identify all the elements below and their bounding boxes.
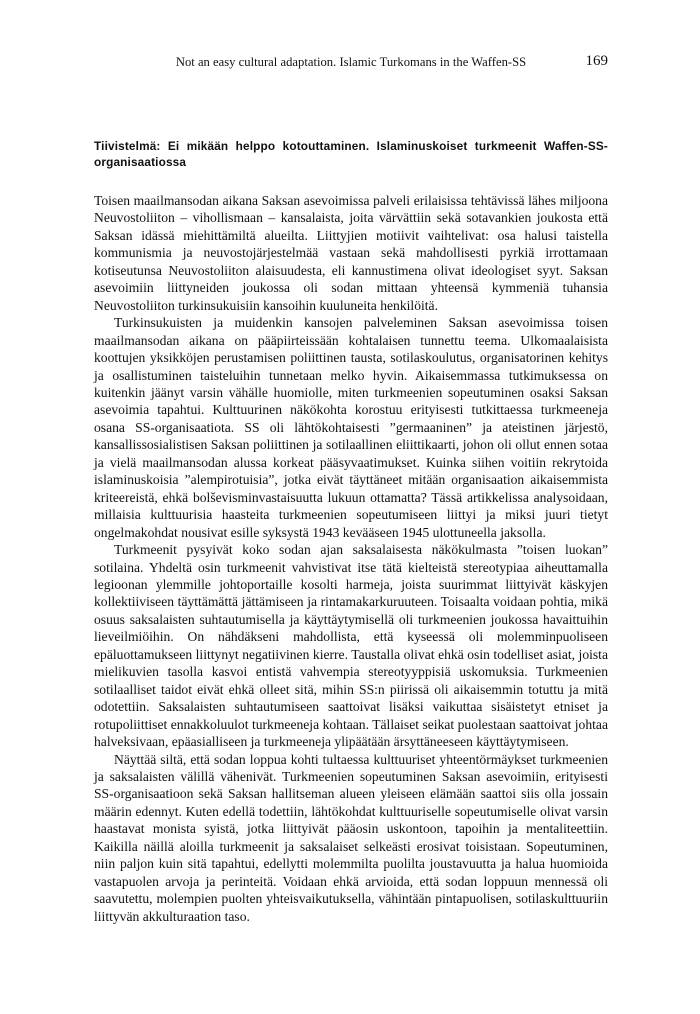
article-body <box>94 139 608 925</box>
abstract-paragraph-3: Turkmeenit pysyivät koko sodan ajan saksalaisesta näkökulmasta ”toisen luokan” sotilaina. Yhdeltä osin turkmeenit vahvistivat itse tätä kielteistä stereotypiaa aiheuttamalla legioonan ylemmille johtoportaille kosolti harmeja, joista suurimmat liittyivät käskyjen kollektiiviseen täyttämättä jättämiseen ja rintamakarkuruuteen. Toisaalta voidaan pohtia, mikä osuus saksalaisten suhtautumisella ja käyttäytymisellä oli turkmeenien joukossa havaittuihin lieveilmiöihin. On nähdäkseni mahdollista, että kyseessä oli molemminpuoliseen epäluottamukseen liittynyt negatiivinen kierre. Taustalla olivat ehkä osin todelliset asiat, joista mielikuvien tasolla kasvoi entistä vahvempia stereotyyppisiä uskomuksia. Turkmeenien sotilaalliset taidot eivät ehkä olleet sitä, mihin SS:n piirissä oli aikaisemmin totuttu ja mitä odotettiin. Saksalaisten suhtautumiseen saattoivat lisäksi vaikuttaa sisäistetyt etniset ja rotupoliittiset ennakkoluulot turkmeeneja kohtaan. Tällaiset seikat puolestaan saattoivat johtaa halveksivaan, epäasialliseen ja turkmeeneja ylipäätään ärsyttäneeseen käyttäytymiseen. <box>94 542 608 750</box>
abstract-paragraph-2: Turkinsukuisten ja muidenkin kansojen palveleminen Saksan asevoimissa toisen maailmansodan aikana on pääpiirteissään kohtalaisen tunnettu teema. Ulkomaalaisista koottujen yksikköjen perustamisen poliittinen tausta, sotilaskoulutus, organisatorinen kehitys ja osallistuminen taisteluihin tunnetaan melko hyvin. Aikaisemmassa tutkimuksessa on kuitenkin jäänyt varsin vähälle huomiolle, miten turkmeenien sopeutuminen osaksi Saksan asevoimia tapahtui. Kulttuurinen näkökohta korostuu erityisesti tutkittaessa turkmeeneja osana SS-organisaatiota. SS oli lähtökohtaisesti ”germaaninen” ja ateistinen järjestö, kansallissosialistisen Saksan poliittinen ja sotilaallinen eliittikaarti, johon oli ollut ennen sotaa ja vielä maailmansodan alussa korkeat pääsyvaatimukset. Kuinka siihen voitiin rekrytoida islaminuskoisia ”alempirotuisia”, jotka eivät täyttäneet mitään organisaation aikaisemmista kriteereistä, ehkä bolševisminvastaisuutta lukuun ottamatta? Tässä artikkelissa analysoidaan, millaisia kulttuurisia haasteita turkmeenien sopeutumiseen liittyi ja miksi juuri tietyt ongelmakohdat nousivat esille syksystä 1943 kevääseen 1945 ulottuneella jaksolla. <box>94 315 608 540</box>
abstract-paragraph-4: Näyttää siltä, että sodan loppua kohti tultaessa kulttuuriset yhteentörmäykset turkmeenien ja saksalaisten välillä vähenivät. Turkmeenien sopeutuminen Saksan asevoimiin, erityisesti SS-organisaatioon sekä Saksan hallitseman alueen yleiseen elämään saattoi siis olla jossain määrin edennyt. Kuten edellä todettiin, lähtökohdat kulttuuriselle sopeutumiselle olivat varsin haastavat monista syistä, jotka liittyivät pääosin uskontoon, tapoihin ja mentaliteettiin. Kaikilla näillä aloilla turkmeenit ja saksalaiset selkeästi erosivat toisistaan. Sopeutuminen, niin paljon kuin sitä tapahtui, edellytti molemmilta puolilta joustavuutta ja halua huomioida vastapuolen arvoja ja perinteitä. Voidaan ehkä arvioida, että sodan loppuun mennessä oli saavutettu, molempien puolten yhteisvaikutuksella, vähintään pintapuolisen, sotilaskulttuuriin liittyvän akkulturaation taso. <box>94 751 608 924</box>
abstract-heading: Tiivistelmä: Ei mikään helppo kotouttaminen. Islaminuskoiset turkmeenit Waffen-SS-organisaatiossa <box>94 139 608 169</box>
running-head <box>94 52 608 72</box>
running-title: Not an easy cultural adaptation. Islamic Turkomans in the Waffen-SS <box>175 55 527 69</box>
page-number: 169 <box>585 53 608 69</box>
abstract-paragraph-1: Toisen maailmansodan aikana Saksan asevoimissa palveli erilaisissa tehtävissä lähes miljoona Neuvostoliiton – vihollismaan – kansalaista, joita värvättiin sekä sotavankien joukosta että Saksan idässä miehittämiltä alueilta. Liittyjien motiivit vaihtelivat: osa halusi taistella kommunismia ja neuvostojärjestelmää vastaan sekä mahdollisesti pyrkiä irrottamaan kotiseutunsa Neuvostoliiton alaisuudesta, eli kannustimena olivat ideologiset syyt. Saksan asevoimiin liittyneiden joukossa oli sodan mittaan yhteensä kymmeniä tuhansia Neuvostoliiton turkinsukuisiin kansoihin kuuluneita henkilöitä. <box>94 193 608 313</box>
abstract-body <box>94 192 608 925</box>
